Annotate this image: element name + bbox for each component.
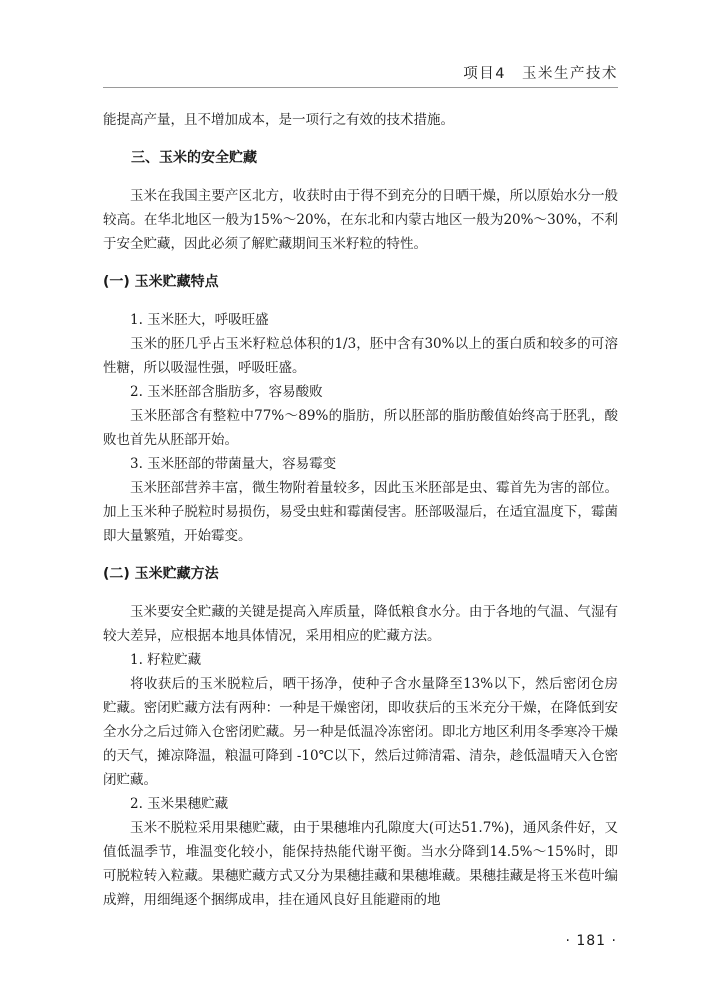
item-title-ear-storage: 2. 玉米果穗贮藏 [130,796,229,812]
running-header-title: 项目4 玉米生产技术 [463,66,618,82]
section-heading: 三、玉米的安全贮藏 [131,150,257,166]
item-text-fat: 玉米胚部含有整粒中77%～89%的脂肪，所以胚部的脂肪酸值始终高于胚乳，酸败也首先从胚部开始。 [103,408,618,448]
subsection-heading-methods: (二) 玉米贮藏方法 [103,566,219,582]
section-paragraph: 玉米在我国主要产区北方，收获时由于得不到充分的日晒干燥，所以原始水分一般较高。在华北地区一般为15%～20%，在东北和内蒙古地区一般为20%～30%，不利于安全贮藏，因此必须了解贮藏期间玉米籽粒的特性。 [103,188,618,252]
intro-continuation-paragraph: 能提高产量，且不增加成本，是一项行之有效的技术措施。 [103,112,454,128]
item-title-kernel-storage: 1. 籽粒贮藏 [130,652,202,668]
item-text-ear-storage: 玉米不脱粒采用果穗贮藏，由于果穗堆内孔隙度大(可达51.7%)，通风条件好，又值低温季节，堆温变化较小，能保持热能代谢平衡。当水分降到14.5%～15%时，即可脱粒转入粒藏。果穗贮藏方式又分为果穗挂藏和果穗堆藏。果穗挂藏是将玉米苞叶编成辫，用细绳逐个捆绑成串，挂在通风良好且能避雨的地 [103,820,618,908]
header-rule [103,87,618,88]
page-content [103,108,618,912]
item-text-kernel-storage: 将收获后的玉米脱粒后，晒干扬净，使种子含水量降至13%以下，然后密闭仓房贮藏。密闭贮藏方法有两种：一种是干燥密闭，即收获后的玉米充分干燥，在降低到安全水分之后过筛入仓密闭贮藏。另一种是低温冷冻密闭。即北方地区利用冬季寒冷干燥的天气，摊凉降温，粮温可降到 -10℃以下，然后过筛清霜、清杂，趁低温晴天入仓密闭贮藏。 [103,676,618,788]
item-title-mold: 3. 玉米胚部的带菌量大，容易霉变 [130,456,337,472]
running-header [103,62,618,88]
item-title-embryo: 1. 玉米胚大，呼吸旺盛 [130,312,269,328]
item-text-mold: 玉米胚部营养丰富，微生物附着量较多，因此玉米胚部是虫、霉首先为害的部位。加上玉米种子脱粒时易损伤，易受虫蛀和霉菌侵害。胚部吸湿后，在适宜温度下，霉菌即大量繁殖，开始霉变。 [103,480,618,544]
item-text-embryo: 玉米的胚几乎占玉米籽粒总体积的1/3，胚中含有30%以上的蛋白质和较多的可溶性糖，所以吸湿性强，呼吸旺盛。 [103,336,618,376]
subsection-heading-characteristics: (一) 玉米贮藏特点 [103,274,219,290]
item-title-fat: 2. 玉米胚部含脂肪多，容易酸败 [130,384,323,400]
page-number: · 181 · [565,933,617,949]
methods-intro-paragraph: 玉米要安全贮藏的关键是提高入库质量，降低粮食水分。由于各地的气温、气湿有较大差异，应根据本地具体情况，采用相应的贮藏方法。 [103,604,618,644]
